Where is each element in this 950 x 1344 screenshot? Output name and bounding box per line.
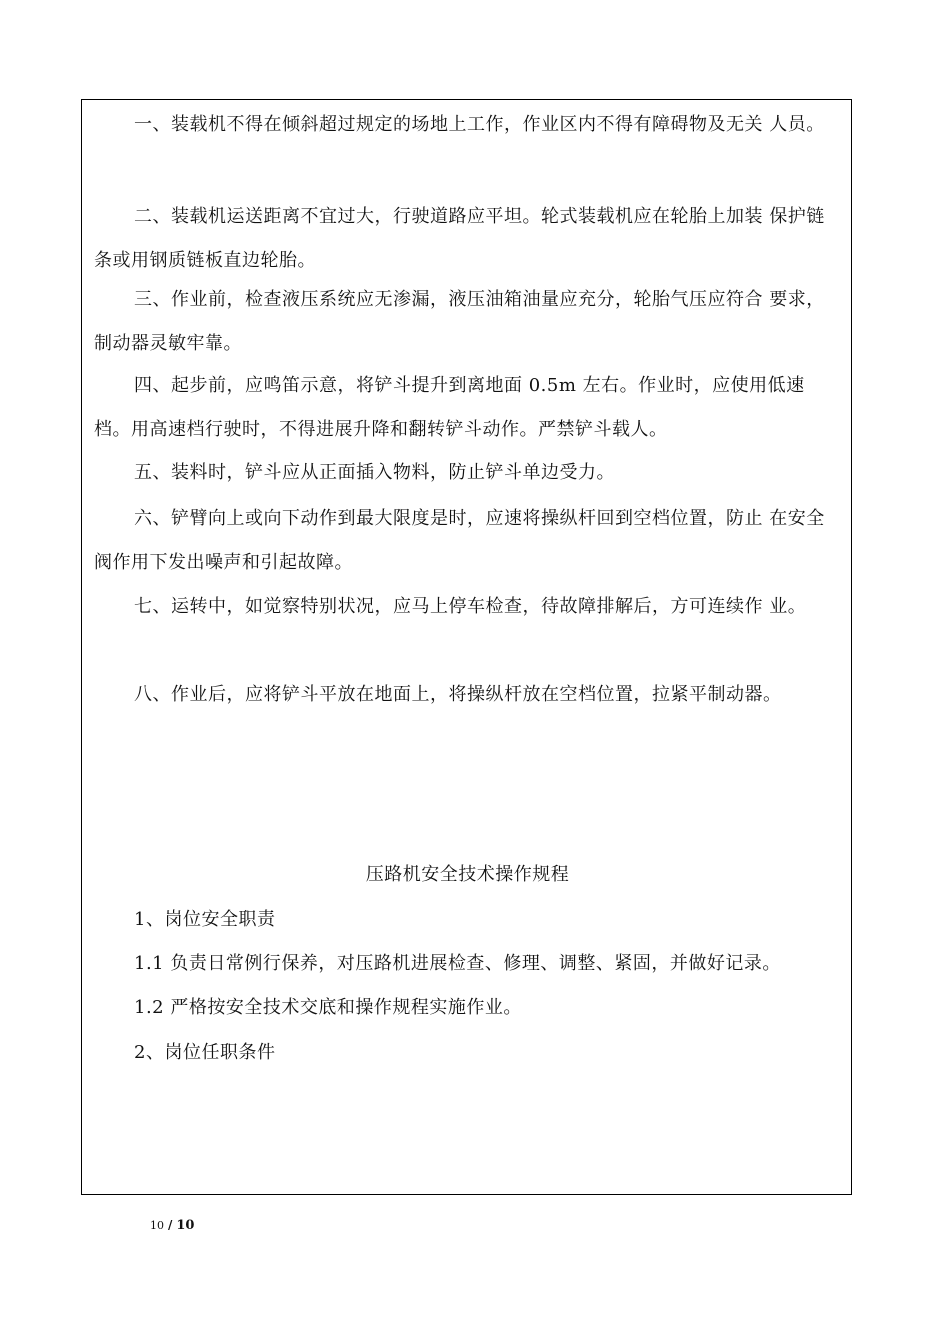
rule-7: 七、运转中，如觉察特别状况，应马上停车检查，待故障排解后，方可连续作 业。 bbox=[134, 596, 807, 617]
section-item-1: 1、岗位安全职责 bbox=[134, 909, 276, 930]
section-item-3: 1.2 严格按安全技术交底和操作规程实施作业。 bbox=[134, 997, 522, 1018]
page-number bbox=[150, 1218, 194, 1233]
rule-1: 一、装载机不得在倾斜超过规定的场地上工作，作业区内不得有障碍物及无关 人员。 bbox=[134, 114, 825, 135]
document-frame bbox=[81, 99, 852, 1195]
section-item-2: 1.1 负责日常例行保养，对压路机进展检查、修理、调整、紧固，并做好记录。 bbox=[134, 953, 781, 974]
rule-6: 六、铲臂向上或向下动作到最大限度是时，应速将操纵杆回到空档位置，防止 在安全阀作用下发出噪声和引起故障。 bbox=[94, 508, 825, 573]
rule-8: 八、作业后，应将铲斗平放在地面上，将操纵杆放在空档位置，拉紧平制动器。 bbox=[134, 684, 782, 705]
rule-3: 三、作业前，检查液压系统应无渗漏，液压油箱油量应充分，轮胎气压应符合 要求，制动器灵敏牢靠。 bbox=[94, 289, 825, 354]
rule-2: 二、装载机运送距离不宜过大，行驶道路应平坦。轮式装载机应在轮胎上加装 保护链条或用钢质链板直边轮胎。 bbox=[94, 206, 825, 271]
rule-4: 四、起步前，应鸣笛示意，将铲斗提升到离地面 0.5m 左右。作业时，应使用低速档。用高速档行驶时，不得进展升降和翻转铲斗动作。严禁铲斗载人。 bbox=[94, 375, 805, 440]
total-pages: 10 bbox=[176, 1218, 195, 1233]
section-title: 压路机安全技术操作规程 bbox=[365, 864, 570, 885]
current-page: 10 bbox=[150, 1219, 164, 1232]
section-item-4: 2、岗位任职条件 bbox=[134, 1042, 276, 1063]
page-separator: / bbox=[168, 1218, 173, 1232]
rule-5: 五、装料时，铲斗应从正面插入物料，防止铲斗单边受力。 bbox=[134, 462, 615, 483]
